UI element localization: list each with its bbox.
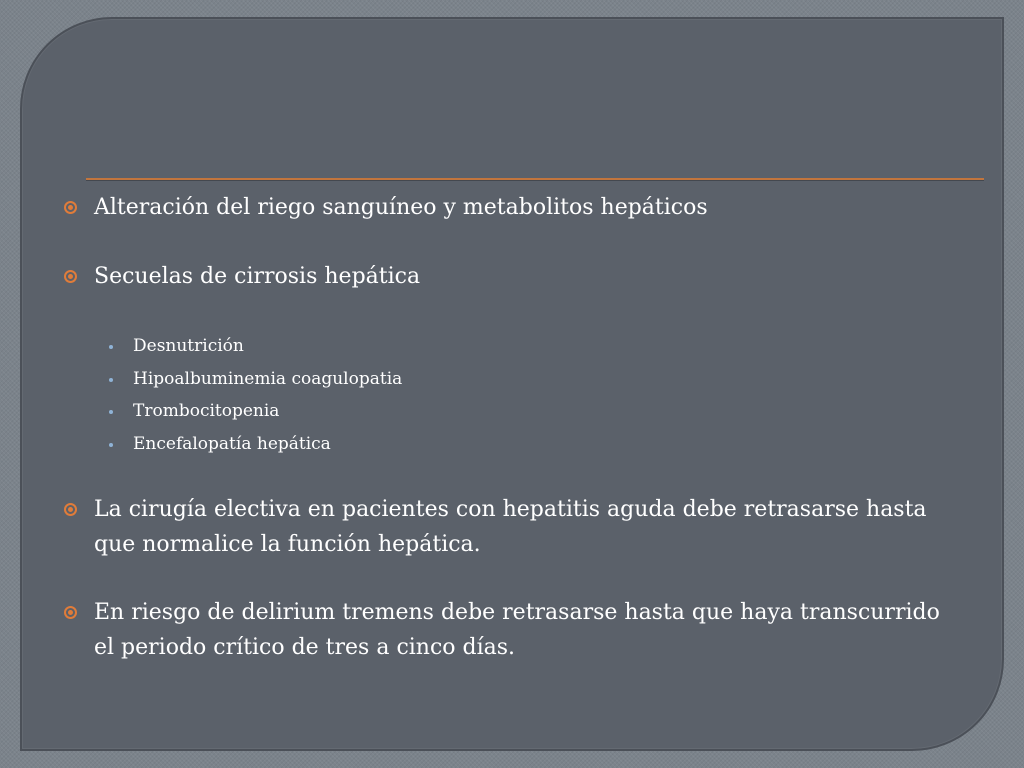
- circle-bullet-icon: [64, 201, 77, 214]
- bullet-text: En riesgo de delirium tremens debe retrasarse hasta que haya transcurrido el periodo crítico de tres a cinco días.: [94, 600, 940, 660]
- circle-bullet-icon: [64, 606, 77, 619]
- dot-bullet-icon: [109, 378, 113, 382]
- sub-bullet-item: [100, 428, 960, 461]
- sub-bullet-item: [100, 363, 960, 396]
- sub-bullet-text: Trombocitopenia: [133, 401, 280, 421]
- circle-bullet-icon: [64, 503, 77, 516]
- bullet-text: La cirugía electiva en pacientes con hepatitis aguda debe retrasarse hasta que normalice la función hepática.: [94, 497, 927, 557]
- sub-bullet-item: [100, 330, 960, 363]
- bullet-item: [60, 190, 960, 225]
- dot-bullet-icon: [109, 345, 113, 349]
- sub-bullet-text: Desnutrición: [133, 336, 244, 356]
- dot-bullet-icon: [109, 410, 113, 414]
- title-divider: [86, 178, 984, 180]
- bullet-item: [60, 595, 960, 665]
- bullet-item: [60, 492, 960, 562]
- bullet-text: Alteración del riego sanguíneo y metabolitos hepáticos: [94, 195, 708, 220]
- bullet-text: Secuelas de cirrosis hepática: [94, 264, 421, 289]
- circle-bullet-icon: [64, 270, 77, 283]
- dot-bullet-icon: [109, 443, 113, 447]
- bullet-item: [60, 259, 960, 294]
- sub-bullet-item: [100, 395, 960, 428]
- sub-bullet-list: [100, 330, 960, 460]
- sub-bullet-text: Encefalopatía hepática: [133, 433, 331, 454]
- sub-bullet-text: Hipoalbuminemia coagulopatia: [133, 368, 403, 389]
